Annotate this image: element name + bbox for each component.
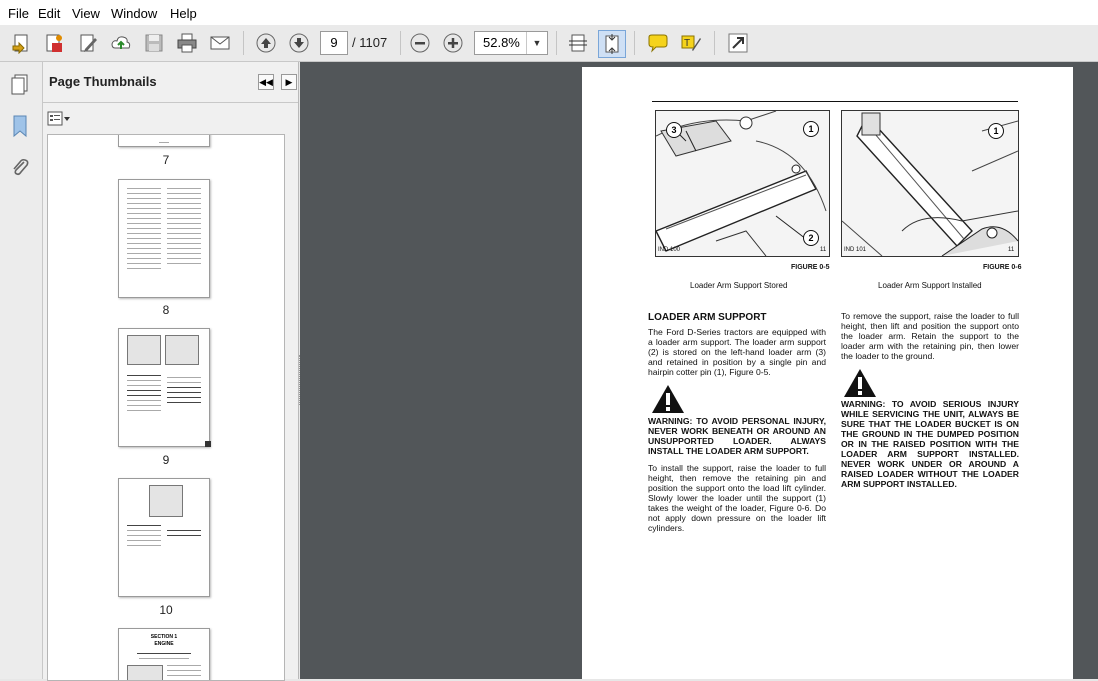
fit-page-icon[interactable] (598, 30, 626, 58)
thumbnail-list (47, 134, 285, 681)
create-icon[interactable] (8, 30, 34, 56)
warning-triangle-icon (843, 368, 877, 403)
callout-3: 3 (666, 122, 682, 138)
document-view[interactable] (300, 62, 1098, 679)
thumbnail-heading: SECTION 1 (150, 634, 178, 640)
thumbnail-page[interactable] (118, 179, 210, 298)
menu-window[interactable]: Window (111, 6, 158, 21)
page-number-input[interactable]: 9 (320, 31, 348, 55)
prev-page-icon[interactable] (253, 30, 279, 56)
page-rule (652, 101, 1018, 102)
panel-header (43, 62, 298, 103)
figure-caption: FIGURE 0-6 (983, 264, 1022, 271)
warning-text: WARNING: TO AVOID PERSONAL INJURY, NEVER WORK BENEATH OR AROUND AN UNSUPPORTED LOADER. ALWAYS INSTALL THE LOADER ARM SUPPORT. (648, 416, 826, 456)
page-thumbnails-icon[interactable] (8, 72, 32, 96)
thumbnail-options-button[interactable] (47, 110, 73, 128)
toolbar (0, 25, 1098, 62)
print-icon[interactable] (174, 30, 200, 56)
callout-2: 2 (803, 230, 819, 246)
warning-triangle-icon (651, 384, 685, 419)
zoom-select[interactable] (474, 31, 548, 55)
edit-pdf-icon[interactable] (75, 30, 101, 56)
page-total: / 1107 (352, 35, 388, 50)
figure-title: Loader Arm Support Stored (690, 281, 788, 290)
paragraph: To remove the support, raise the loader to full height, then lift and position the support onto the loader arm. Retain the support to the loader arm with the retaining pin, then lower the loader to the ground. (841, 311, 1019, 361)
menu-view[interactable]: View (72, 6, 100, 21)
thumbnail-heading: ENGINE (154, 641, 174, 647)
svg-text:T: T (684, 38, 691, 49)
panel-title: Page Thumbnails (49, 74, 157, 89)
save-icon[interactable] (141, 30, 167, 56)
email-icon[interactable] (207, 30, 233, 56)
figure-tag: 11 (1008, 247, 1015, 253)
figure-caption: FIGURE 0-5 (791, 264, 830, 271)
attachments-icon[interactable] (8, 156, 32, 180)
warning-text: WARNING: TO AVOID SERIOUS INJURY WHILE SERVICING THE UNIT, ALWAYS BE SURE THAT THE LOADER BUCKET IS ON THE GROUND IN THE DUMPED POSITION OR IN THE RAISED POSITION WITH THE LOADER ARM SUPPORT INSTALLED. NEVER WORK UNDER OR AROUND A RAISED LOADER WITHOUT THE LOADER ARM SUPPORT INSTALLED. (841, 399, 1019, 489)
collapse-panel-icon[interactable]: ◀◀ (258, 74, 274, 90)
thumbnail-page[interactable] (118, 478, 210, 597)
thumbnail-page-current[interactable] (118, 328, 210, 447)
export-pdf-icon[interactable] (41, 30, 67, 56)
paragraph: The Ford D-Series tractors are equipped with a loader arm support. The loader arm support (2) is stored on the left-hand loader arm (3) and retained in position by a single pin and hairpin cotter pin (1), Figure 0-5. (648, 327, 826, 377)
thumbnail-label: 9 (162, 453, 170, 467)
section-heading: LOADER ARM SUPPORT (648, 312, 767, 323)
zoom-value: 52.8% (483, 35, 520, 50)
figure-tag: IND 100 (658, 247, 681, 253)
menu-help[interactable]: Help (170, 6, 197, 21)
bookmarks-icon[interactable] (8, 114, 32, 138)
figure-title: Loader Arm Support Installed (878, 281, 982, 290)
menu-bar (0, 0, 1098, 26)
upload-cloud-icon[interactable] (108, 30, 134, 56)
thumbnails-panel (43, 62, 299, 679)
zoom-in-icon[interactable] (440, 30, 466, 56)
thumbnail-label: 7 (162, 153, 170, 167)
callout-1: 1 (803, 121, 819, 137)
navigation-strip (0, 62, 43, 679)
chevron-down-icon[interactable]: ▼ (526, 32, 547, 54)
pdf-page (582, 67, 1073, 679)
callout-1: 1 (988, 123, 1004, 139)
panel-forward-icon[interactable]: ▶ (281, 74, 297, 90)
thumbnail-resize-handle[interactable] (205, 441, 211, 447)
menu-file[interactable]: File (8, 6, 29, 21)
thumbnail-label: 8 (162, 303, 170, 317)
figure-tag: IND 101 (844, 247, 867, 253)
highlight-icon[interactable] (678, 30, 704, 56)
thumbnail-page[interactable] (118, 628, 210, 681)
next-page-icon[interactable] (286, 30, 312, 56)
fullscreen-icon[interactable] (725, 30, 751, 56)
fit-width-icon[interactable] (565, 30, 591, 56)
thumbnail-label: 10 (159, 603, 173, 617)
figure-tag: 11 (820, 247, 827, 253)
thumbnail-page[interactable] (118, 134, 210, 147)
paragraph: To install the support, raise the loader to full height, then remove the retaining pin and position the support onto the load lift cylinder. Slowly lower the loader until the support (1) takes the weight of the loader, Figure 0-6. Do not apply down pressure on the loader lift cylinders. (648, 463, 826, 533)
zoom-out-icon[interactable] (407, 30, 433, 56)
menu-edit[interactable]: Edit (38, 6, 61, 21)
comment-icon[interactable] (645, 30, 671, 56)
